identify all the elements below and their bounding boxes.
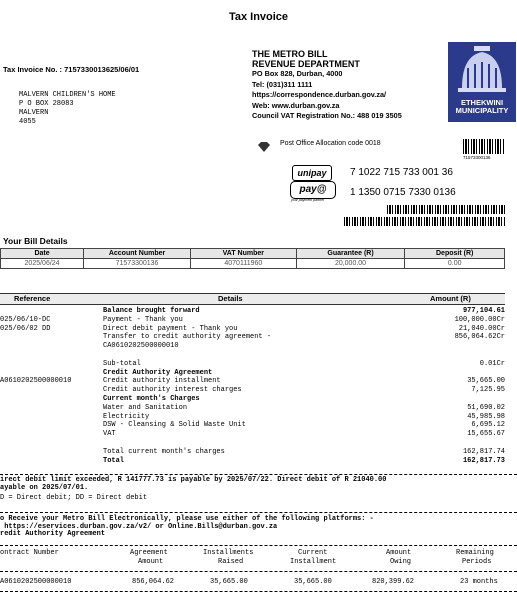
electronic-notice bbox=[0, 516, 374, 539]
row-amount: 162,817.74 bbox=[462, 447, 505, 456]
dept-web[interactable]: Web: www.durban.gov.za bbox=[252, 100, 340, 110]
row-description: Electricity bbox=[103, 412, 150, 421]
detail-row bbox=[0, 413, 505, 422]
logo-barcode-number: 71573300136 bbox=[463, 155, 491, 160]
unipay-logo: unipay bbox=[292, 165, 332, 181]
row-description: Sub-total bbox=[103, 359, 141, 368]
ca-title: redit Authority Agreement bbox=[0, 530, 106, 539]
invoice-number: Tax Invoice No. : 7157330013625/06/01 bbox=[3, 65, 140, 74]
row-amount: 7,125.95 bbox=[471, 386, 505, 395]
ca-h-agreement: Agreement bbox=[130, 549, 168, 557]
ca-h2-installment: Installment bbox=[290, 558, 337, 566]
customer-address bbox=[19, 91, 116, 127]
amount-header: Amount (R) bbox=[430, 294, 471, 303]
row-amount: 100,000.00Cr bbox=[454, 315, 505, 324]
detail-row bbox=[0, 430, 505, 439]
dept-name: THE METRO BILL bbox=[252, 49, 328, 59]
row-description: Total bbox=[103, 456, 125, 465]
detail-row bbox=[0, 421, 505, 430]
row-reference: 025/06/10-DC bbox=[0, 315, 51, 324]
dept-tel: Tel: (031)311 1111 bbox=[252, 79, 313, 89]
bill-account: 71573300136 bbox=[84, 259, 191, 269]
bill-header-account: Account Number bbox=[84, 249, 191, 259]
row-description: Credit authority interest charges bbox=[103, 386, 242, 395]
row-description: Credit Authority Agreement bbox=[103, 368, 213, 377]
ca-divider bbox=[0, 571, 517, 578]
row-description: Water and Sanitation bbox=[103, 403, 188, 412]
ca-bottom-divider bbox=[0, 591, 517, 592]
bill-date: 2025/06/24 bbox=[1, 259, 84, 269]
detail-row bbox=[0, 386, 505, 395]
detail-row bbox=[0, 404, 505, 413]
ca-agreement-amount: 856,064.62 bbox=[132, 578, 175, 586]
details-column-header: Details bbox=[218, 294, 243, 303]
department-block bbox=[252, 49, 402, 122]
bill-vat: 4070111960 bbox=[190, 259, 296, 269]
detail-row bbox=[0, 333, 505, 342]
row-amount: 35,665.00 bbox=[467, 377, 505, 386]
ethekwini-logo bbox=[448, 42, 516, 122]
ca-contract: A0610202500000010 bbox=[0, 578, 72, 586]
row-amount: 15,655.67 bbox=[467, 430, 505, 439]
details-rows bbox=[0, 307, 505, 465]
city-hall-dome-icon bbox=[448, 42, 516, 94]
customer-box: P O BOX 28083 bbox=[19, 100, 74, 108]
payat-number: 1 1350 0715 7330 0136 bbox=[350, 187, 456, 198]
row-amount: 21,040.00Cr bbox=[458, 324, 505, 333]
debit-notices bbox=[0, 477, 517, 492]
detail-row bbox=[0, 351, 505, 360]
row-description: Total current month's charges bbox=[103, 447, 225, 456]
electronic-line-2: https://eservices.durban.gov.za/v2/ or Online.Bills@durban.gov.za bbox=[0, 522, 278, 531]
row-amount: 6,695.12 bbox=[471, 421, 505, 430]
dept-vat: Council VAT Registration No.: 488 019 3505 bbox=[252, 111, 402, 120]
detail-row bbox=[0, 307, 505, 316]
diamond-icon bbox=[256, 139, 272, 149]
ca-h2-owing: Owing bbox=[390, 558, 412, 566]
detail-row bbox=[0, 457, 505, 466]
detail-row bbox=[0, 448, 505, 457]
page-title: Tax Invoice bbox=[228, 11, 289, 23]
row-reference: A0610202500000010 bbox=[0, 377, 72, 386]
divider-2 bbox=[0, 512, 517, 513]
detail-row bbox=[0, 369, 505, 378]
divider-3 bbox=[0, 545, 517, 546]
bill-details-table bbox=[0, 248, 505, 269]
row-description: CA0610202500000010 bbox=[103, 342, 179, 351]
detail-row bbox=[0, 377, 505, 386]
bill-details-heading: Your Bill Details bbox=[3, 236, 68, 246]
dept-url[interactable]: https://correspondence.durban.gov.za/ bbox=[252, 90, 387, 99]
ca-h2-amount: Amount bbox=[138, 558, 164, 566]
row-description: VAT bbox=[103, 430, 116, 439]
payment-barcode-2 bbox=[344, 217, 506, 226]
ca-installments-raised: 35,665.00 bbox=[210, 578, 248, 586]
customer-suburb: MALVERN bbox=[19, 109, 49, 117]
bill-deposit: 0.00 bbox=[405, 259, 505, 269]
bill-header-vat: VAT Number bbox=[190, 249, 296, 259]
detail-row bbox=[0, 439, 505, 448]
customer-code: 4055 bbox=[19, 118, 36, 126]
row-amount: 45,985.98 bbox=[467, 412, 505, 421]
unipay-number: 7 1022 715 733 001 36 bbox=[350, 167, 453, 178]
ca-remaining-periods: 23 months bbox=[460, 578, 498, 586]
detail-row bbox=[0, 395, 505, 404]
dept-subname: REVENUE DEPARTMENT bbox=[252, 59, 360, 69]
bill-header-date: Date bbox=[1, 249, 84, 259]
row-description: Credit authority installment bbox=[103, 377, 221, 386]
detail-row bbox=[0, 360, 505, 369]
row-amount: 856,064.62Cr bbox=[454, 333, 505, 342]
detail-row bbox=[0, 342, 505, 351]
ca-h-amount: Amount bbox=[386, 549, 412, 557]
ca-h2-raised: Raised bbox=[218, 558, 244, 566]
ca-amount-owing: 820,399.62 bbox=[372, 578, 415, 586]
bill-guarantee: 20,000.00 bbox=[296, 259, 405, 269]
ca-header-row-1 bbox=[0, 549, 517, 558]
electronic-line-1: o Receive your Metro Bill Electronically, please use either of the following platforms: - bbox=[0, 515, 374, 523]
row-amount: 977,104.61 bbox=[462, 307, 505, 315]
row-description: Payment - Thank you bbox=[103, 315, 183, 324]
divider-1 bbox=[0, 474, 517, 475]
ca-h2-periods: Periods bbox=[462, 558, 492, 566]
customer-name: MALVERN CHILDREN'S HOME bbox=[19, 91, 116, 99]
reference-header: Reference bbox=[14, 294, 51, 303]
ca-data-row bbox=[0, 578, 517, 587]
payment-barcode-1 bbox=[387, 205, 506, 214]
logo-line2: MUNICIPALITY bbox=[455, 106, 509, 115]
ca-h-remaining: Remaining bbox=[456, 549, 494, 557]
bill-header-deposit: Deposit (R) bbox=[405, 249, 505, 259]
ca-h-contract: ontract Number bbox=[0, 549, 59, 557]
detail-row bbox=[0, 316, 505, 325]
row-amount: 51,690.02 bbox=[467, 403, 505, 412]
row-description: DSW - Cleansing & Solid Waste Unit bbox=[103, 421, 246, 430]
logo-line1: ETHEKWINI bbox=[460, 98, 504, 107]
logo-barcode bbox=[463, 139, 505, 154]
row-reference: 025/06/02 DD bbox=[0, 324, 51, 333]
notice-line-1: irect debit limit exceeded, R 141777.73 is payable by 2025/07/22. Direct debit of R 21040.00 bbox=[0, 476, 387, 484]
payat-tagline: your payment partner bbox=[291, 198, 325, 202]
notice-line-3: D = Direct debit; DD = Direct debit bbox=[0, 494, 148, 502]
row-amount: 0.01Cr bbox=[479, 359, 505, 368]
bill-header-guarantee: Guarantee (R) bbox=[296, 249, 405, 259]
row-description: Direct debit payment - Thank you bbox=[103, 324, 238, 333]
ca-current-installment: 35,665.00 bbox=[294, 578, 332, 586]
dept-po: PO Box 828, Durban, 4000 bbox=[252, 69, 343, 78]
detail-row bbox=[0, 325, 505, 334]
row-description: Current month's Charges bbox=[103, 394, 200, 403]
po-allocation: Post Office Allocation code 0018 bbox=[280, 140, 381, 147]
ca-h-installments: Installments bbox=[203, 549, 254, 557]
payat-logo: pay@ bbox=[290, 181, 336, 199]
ca-table bbox=[0, 549, 517, 592]
ca-h-current: Current bbox=[298, 549, 328, 557]
row-description: Balance brought forward bbox=[103, 307, 200, 315]
notice-line-2: ayable on 2025/07/01. bbox=[0, 483, 89, 492]
row-description: Transfer to credit authority agreement - bbox=[103, 333, 272, 342]
row-amount: 162,817.73 bbox=[462, 456, 505, 465]
ca-header-row-2 bbox=[0, 558, 517, 567]
